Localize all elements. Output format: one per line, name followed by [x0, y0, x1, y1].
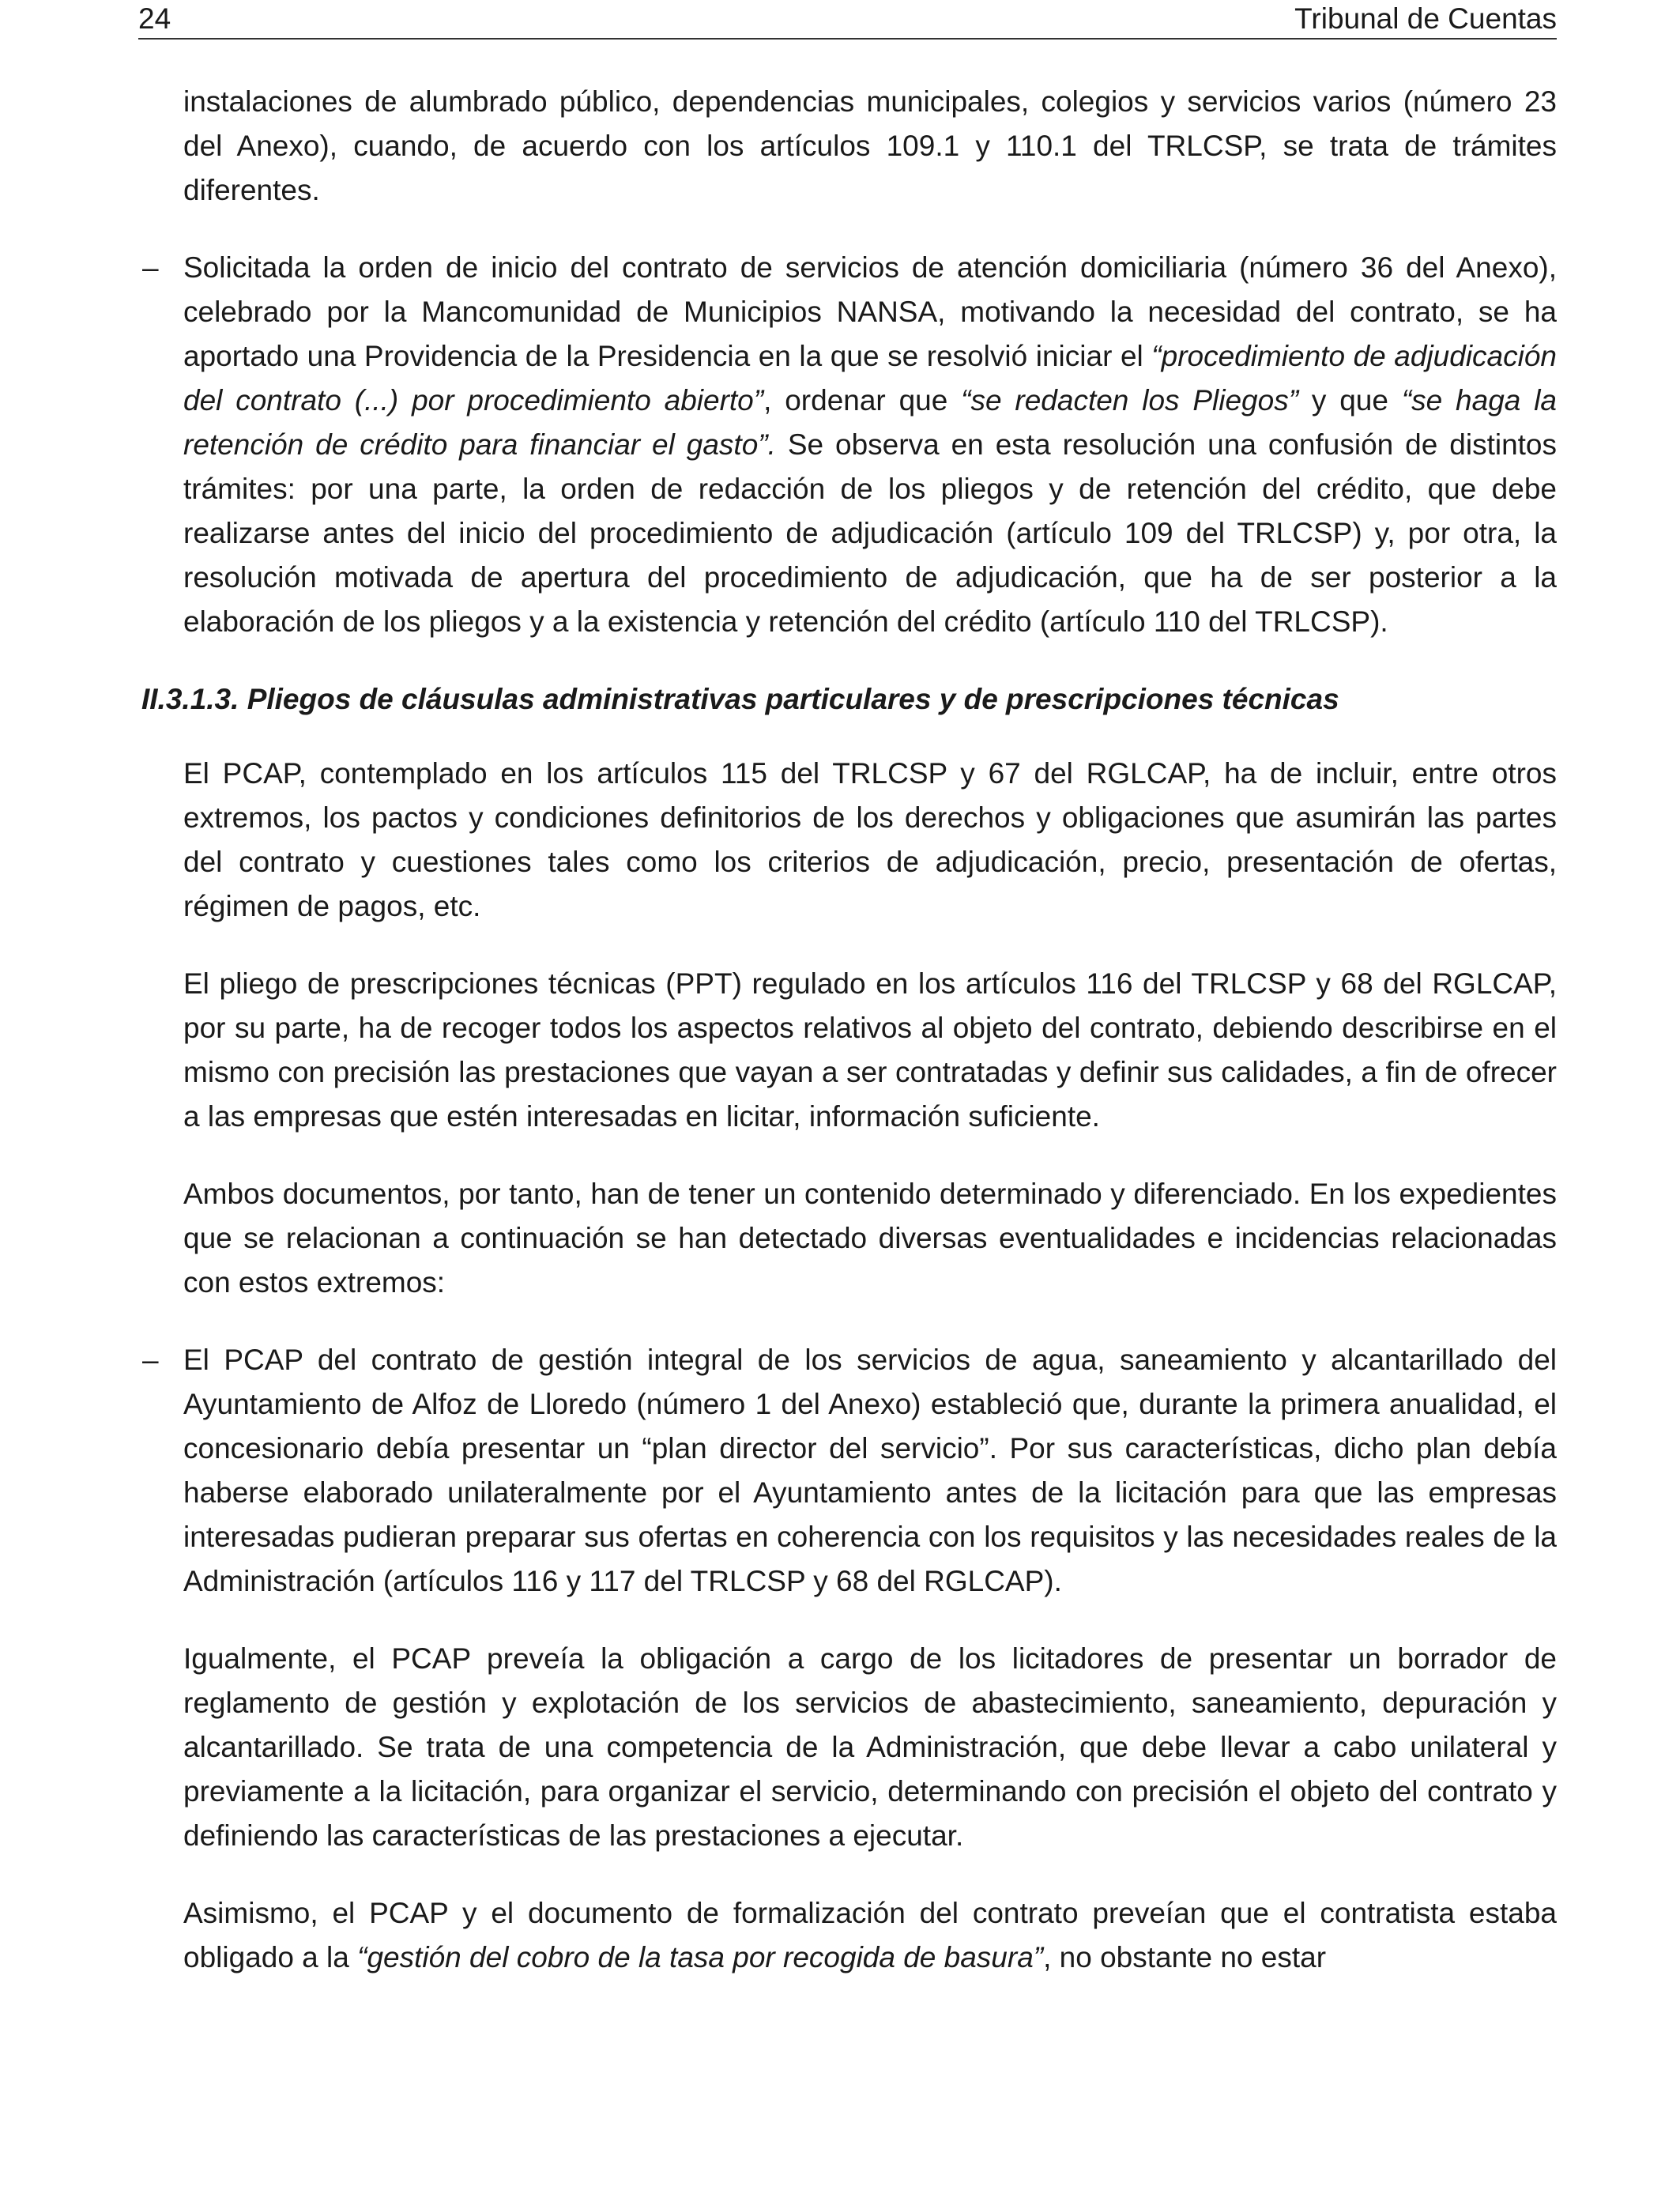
paragraph-pcap: El PCAP, contemplado en los artículos 115 del TRLCSP y 67 del RGLCAP, ha de incluir, entre otros extremos, los pactos y condiciones definitorios de los derechos y obligaciones que asumirán las partes del contrato y cuestiones tales como los criterios de adjudicación, precio, presentación de ofertas, régimen de pagos, etc. [183, 757, 1557, 922]
text-run: Asimismo, el PCAP y el documento de formalización del contrato preveían que el contratista estaba obligado a la [183, 1897, 1557, 1973]
text-run: , ordenar que [763, 384, 962, 417]
list-item-alfoz-de-lloredo: – El PCAP del contrato de gestión integral de los servicios de agua, saneamiento y alcantarillado del Ayuntamiento de Alfoz de Lloredo (número 1 del Anexo) estableció que, durante la primera anualidad, el concesionario debía presentar un “plan director del servicio”. Por sus características, dicho plan debía haberse elaborado unilateralmente por el Ayuntamiento antes de la licitación para que las empresas interesadas pudieran preparar sus ofertas en coherencia con los requisitos y las necesidades reales de la Administración (artículos 116 y 117 del TRLCSP y 68 del RGLCAP). [183, 1338, 1557, 1604]
quote-procedimiento: “procedimiento de adjudicación del contrato (...) por procedimiento abierto” [183, 340, 1557, 417]
running-title: Tribunal de Cuentas [1294, 2, 1557, 35]
quote-tasa-basura: “gestión del cobro de la tasa por recogida de basura” [357, 1941, 1044, 1973]
page-header [138, 0, 1557, 40]
paragraph-igualmente: Igualmente, el PCAP preveía la obligación a cargo de los licitadores de presentar un borrador de reglamento de gestión y explotación de los servicios de abastecimiento, saneamiento, depuración y alcantarillado. Se trata de una competencia de la Administración, que debe llevar a cabo unilateral y previamente a la licitación, para organizar el servicio, determinando con precisión el objeto del contrato y definiendo las características de las prestaciones a ejecutar. [183, 1642, 1557, 1852]
page-body [141, 80, 1557, 2013]
text-run: Solicitada la orden de inicio del contrato de servicios de atención domiciliaria (número 36 del Anexo), celebrado por la Mancomunidad de Municipios NANSA, motivando la necesidad del contrato, se ha aportado una Providencia de la Presidencia en la que se resolvió iniciar el [183, 251, 1557, 372]
paragraph-ambos-documentos: Ambos documentos, por tanto, han de tener un contenido determinado y diferenciado. En los expedientes que se relacionan a continuación se han detectado diversas eventualidades e incidencias relacionadas con estos extremos: [183, 1178, 1557, 1299]
text-run: Se observa en esta resolución una confusión de distintos trámites: por una parte, la orden de redacción de los pliegos y de retención del crédito, que debe realizarse antes del inicio del procedimiento de adjudicación (artículo 109 del TRLCSP) y, por otra, la resolución motivada de apertura del procedimiento de adjudicación, que ha de ser posterior a la elaboración de los pliegos y a la existencia y retención del crédito (artículo 110 del TRLCSP). [183, 428, 1557, 638]
list-item-mancomunidad-nansa [183, 246, 1557, 644]
paragraph-asimismo [183, 1891, 1557, 1980]
quote-pliegos: “se redacten los Pliegos” [961, 384, 1299, 417]
quote-retencion: “se haga la retención de crédito para financiar el gasto”. [183, 384, 1557, 461]
text-run: , no obstante no estar [1043, 1941, 1327, 1973]
text-run: y que [1298, 384, 1402, 417]
paragraph-continuation: instalaciones de alumbrado público, dependencias municipales, colegios y servicios varios (número 23 del Anexo), cuando, de acuerdo con los artículos 109.1 y 110.1 del TRLCSP, se trata de trámites diferentes. [183, 85, 1557, 206]
paragraph-ppt: El pliego de prescripciones técnicas (PPT) regulado en los artículos 116 del TRLCSP y 68 del RGLCAP, por su parte, ha de recoger todos los aspectos relativos al objeto del contrato, debiendo describirse en el mismo con precisión las prestaciones que vayan a ser contratadas y definir sus calidades, a fin de ofrecer a las empresas que estén interesadas en licitar, información suficiente. [183, 967, 1557, 1133]
page-number: 24 [138, 2, 171, 35]
section-heading: II.3.1.3. Pliegos de cláusulas administrativas particulares y de prescripciones técnicas [141, 683, 1339, 715]
